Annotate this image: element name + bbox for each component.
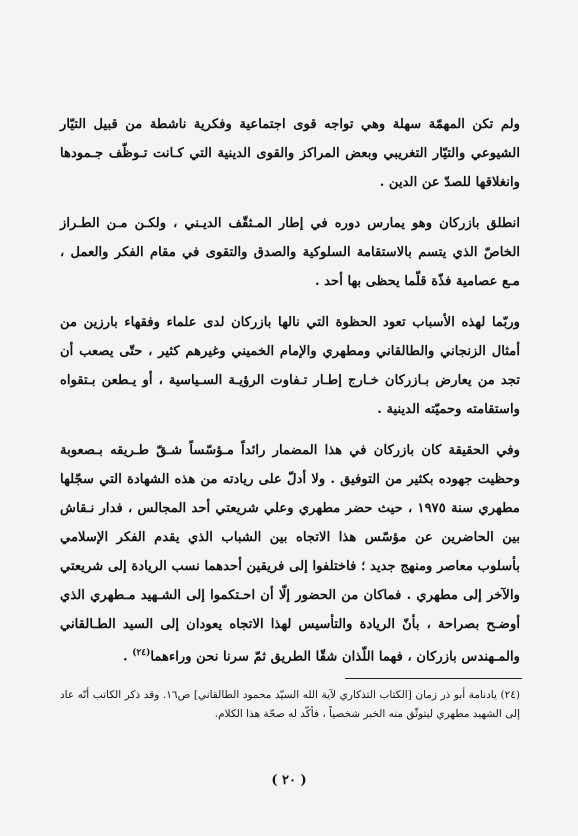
paragraph-4 bbox=[60, 436, 520, 671]
paragraph-text: انطلق بازركان وهو يمارس دوره في إطار المـثقّف الديـني ، ولكـن مـن الطـراز الخاصّ الذي يتسم بالاستقامة السلوكية والصدق والتقوى في مقام الفكر والعمل ، مـع عصامية فذّة قلّما يحظى بها أحد . bbox=[60, 216, 520, 289]
paragraph-wrapper: وفي الحقيقة كان بازركان في هذا المضمار رائداً مـؤسّساً شـقّ طـريقه بـصعوبة وحظيت جهوده بكثير من التوفيق . ولا أدلّ على ريادته من هذه الشهادة التي سجّلها مطهري سنة ١٩٧٥ ، حيث حضر مطهري وعلي شريعتي أحد المجالس ، فدار نـقاش بين الحاضرين عن مؤسّس هذا الاتجاه بين الشباب الذي يقدم الفكر الإسلامي بأسلوب معاصر ومنهج جديد ؛ فاختلفوا إلى فريقين أحدهما نسب الريادة إلى شريعتي والآخر إلى مطهري . فماكان من الحضور إلّا أن احـتكموا إلى الشـهيد مـطهري الذي أوضـح بصراحة ، بأنّ الريادة والتأسيس لهذا الاتجاه يعودان إلى السيد الطـالقاني والمـهندس بازركان ، فهما اللّذان شقّا الطريق ثمّ سرنا نحن وراءهما$^{(٢٤)}$ . bbox=[60, 443, 520, 665]
paragraph-3 bbox=[60, 308, 520, 424]
paragraph-2 bbox=[60, 209, 520, 296]
body-text bbox=[60, 110, 520, 683]
paragraph-text: وربّما لهذه الأسباب تعود الحظوة التي نالها بازركان لدى علماء وفقهاء بارزين من أمثال الزنجاني والطالقاني ومطهري والإمام الخميني وغيرهم كثير ، حتّى يصعب أن تجد من يعارض بـازركان خـارج إطـار تـفاوت الرؤيـة السـياسية ، أو يـطعن بـتقواه واستقامته وحميّته الدينية . bbox=[60, 315, 520, 417]
paragraph-text: ولم تكن المهمّة سهلة وهي تواجه قوى اجتماعية وفكرية ناشطة من قبيل التيّار الشيوعي والتيّار التغريبي وبعض المراكز والقوى الدينية التي كـانت تـوظّف جـمودها وانغلاقها للصدّ عن الدين . bbox=[60, 117, 520, 190]
paragraph-1 bbox=[60, 110, 520, 197]
footnote-text: (٢٤) يادنامة أبو ذر زمان [الكتاب التذكاري لآية الله السيّد محمود الطالقاني] ص١٦. وقد ذكر الكاتب أنّه عاد إلى الشهيد مطهري ليتوثّق منه الخبر شخصياً ، فأكّد له صحّة هذا الكلام. bbox=[60, 689, 520, 720]
footnote bbox=[60, 686, 520, 724]
footnote-reference[interactable]: (٢٤) bbox=[132, 648, 151, 658]
footnote-divider bbox=[345, 678, 522, 679]
page-number: ( ٢٠ ) bbox=[271, 773, 307, 788]
paragraph-text: وفي الحقيقة كان بازركان في هذا المضمار رائداً مـؤسّساً شـقّ طـريقه بـصعوبة وحظيت جهوده بكثير من التوفيق . ولا أدلّ على ريادته من هذه الشهادة التي سجّلها مطهري سنة ١٩٧٥ ، حيث حضر مطهري وعلي شريعتي أحد المجالس ، فدار نـقاش بين الحاضرين عن مؤسّس هذا الاتجاه بين الشباب الذي يقدم الفكر الإسلامي بأسلوب معاصر ومنهج جديد ؛ فاختلفوا إلى فريقين أحدهما نسب الريادة إلى شريعتي والآخر إلى مطهري . فماكان من الحضور إلّا أن احـتكموا إلى الشـهيد مـطهري الذي أوضـح بصراحة ، بأنّ الريادة والتأسيس لهذا الاتجاه يعودان إلى السيد الطـالقاني والمـهندس بازركان ، فهما اللّذان شقّا الطريق ثمّ سرنا نحن وراءهما bbox=[60, 443, 520, 665]
